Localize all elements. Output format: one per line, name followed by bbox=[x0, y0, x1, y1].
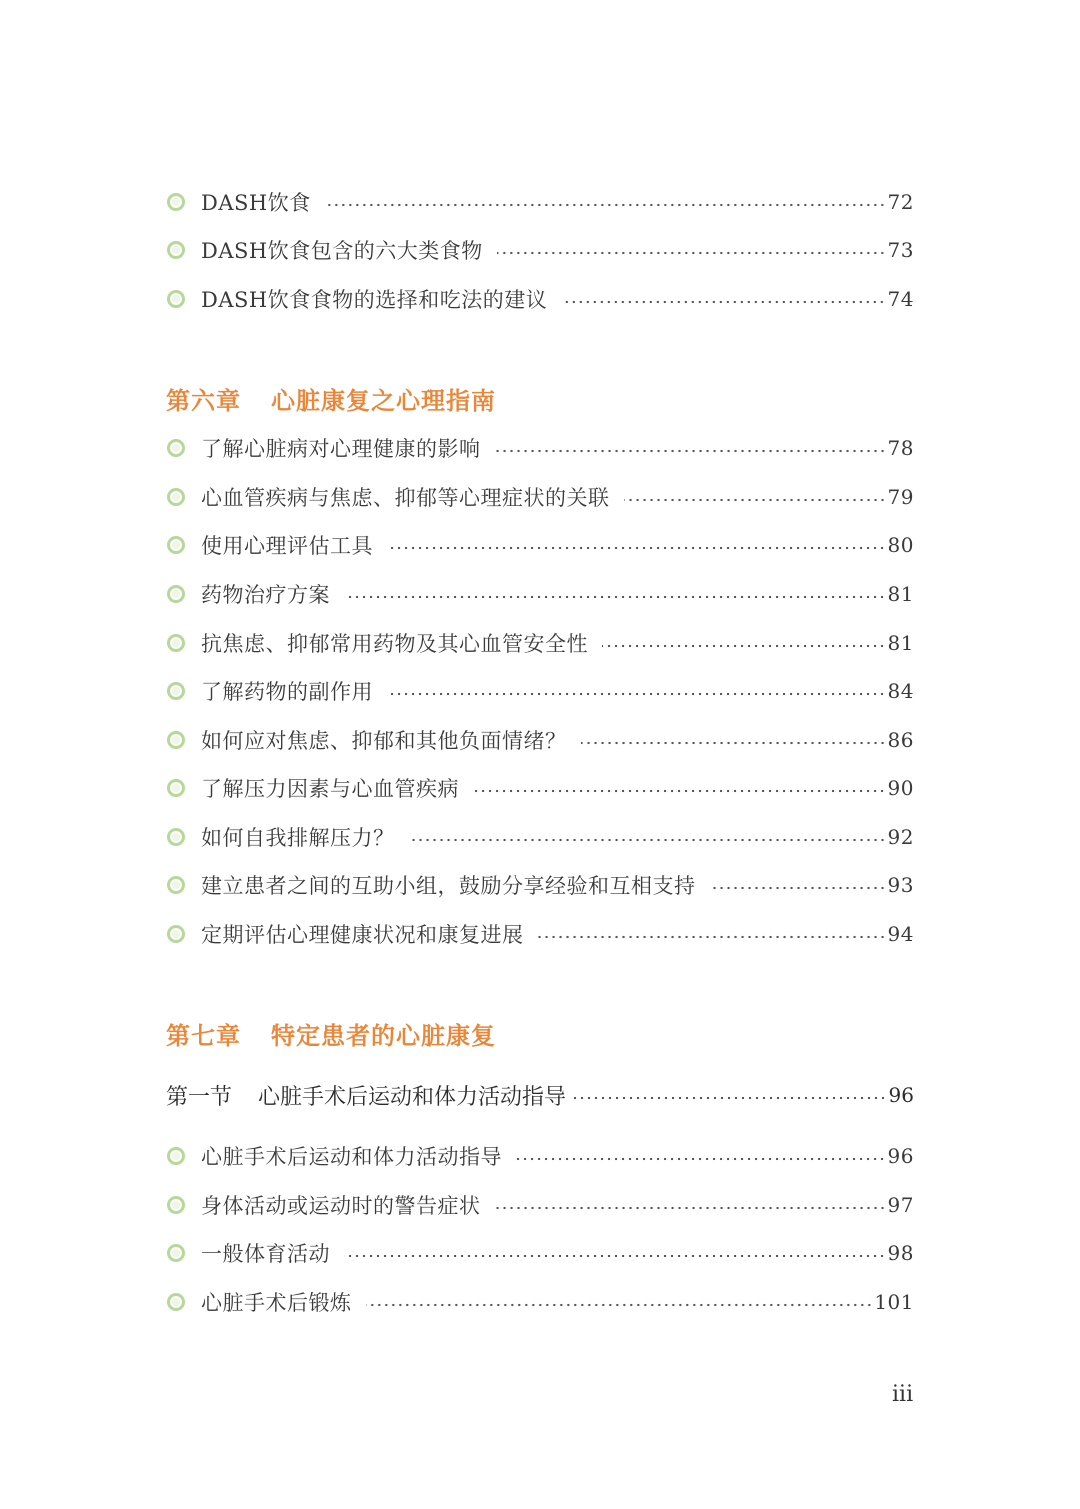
leader-dots bbox=[344, 595, 886, 599]
toc-entry[interactable] bbox=[166, 283, 914, 315]
toc-entry-page: 101 bbox=[874, 1290, 914, 1314]
toc-entry-page: 86 bbox=[887, 728, 914, 752]
toc-entry[interactable] bbox=[166, 772, 914, 804]
chapter-heading[interactable] bbox=[166, 1015, 496, 1051]
toc-entry-page: 73 bbox=[887, 238, 914, 262]
circle-bullet-icon bbox=[167, 634, 185, 652]
circle-bullet-icon bbox=[167, 731, 185, 749]
toc-entry-page: 92 bbox=[887, 825, 914, 849]
circle-bullet-icon bbox=[167, 439, 185, 457]
leader-dots bbox=[387, 692, 886, 696]
toc-entry-page: 93 bbox=[887, 873, 914, 897]
leader-dots bbox=[366, 1303, 873, 1307]
toc-entry-page: 94 bbox=[887, 922, 914, 946]
toc-entry[interactable] bbox=[166, 186, 914, 218]
chapter-title: 心脏康复之心理指南 bbox=[271, 385, 496, 415]
leader-dots bbox=[561, 300, 885, 304]
toc-entry[interactable] bbox=[166, 675, 914, 707]
section-page: 96 bbox=[888, 1083, 914, 1107]
toc-entry[interactable] bbox=[166, 627, 914, 659]
toc-entry-label: 如何应对焦虑、抑郁和其他负面情绪？ bbox=[201, 729, 567, 753]
toc-entry-page: 81 bbox=[887, 631, 914, 655]
toc-entry-label: 了解心脏病对心理健康的影响 bbox=[201, 437, 481, 461]
toc-entry-label: 心脏手术后运动和体力活动指导 bbox=[201, 1145, 502, 1169]
chapter-number: 第七章 bbox=[166, 1020, 241, 1050]
toc-entry-page: 90 bbox=[887, 776, 914, 800]
leader-dots bbox=[710, 886, 886, 890]
leader-dots bbox=[387, 546, 886, 550]
toc-entry-label: 定期评估心理健康状况和康复进展 bbox=[201, 923, 524, 947]
toc-entry-label: 心脏手术后锻炼 bbox=[201, 1291, 352, 1315]
chapter-title: 特定患者的心脏康复 bbox=[271, 1020, 496, 1050]
toc-entry-page: 79 bbox=[887, 485, 914, 509]
chapter-heading[interactable] bbox=[166, 380, 496, 416]
toc-entry-page: 81 bbox=[887, 582, 914, 606]
circle-bullet-icon bbox=[167, 241, 185, 259]
toc-entry-page: 96 bbox=[887, 1144, 914, 1168]
leader-dots bbox=[344, 1254, 886, 1258]
leader-dots bbox=[570, 1096, 887, 1100]
leader-dots bbox=[495, 1206, 886, 1210]
toc-entry-label: 抗焦虑、抑郁常用药物及其心血管安全性 bbox=[201, 632, 588, 656]
toc-entry[interactable] bbox=[166, 1189, 914, 1221]
circle-bullet-icon bbox=[167, 682, 185, 700]
toc-entry-label: 一般体育活动 bbox=[201, 1242, 330, 1266]
circle-bullet-icon bbox=[167, 828, 185, 846]
circle-bullet-icon bbox=[167, 876, 185, 894]
toc-entry-page: 78 bbox=[887, 436, 914, 460]
circle-bullet-icon bbox=[167, 290, 185, 308]
section-heading[interactable] bbox=[166, 1078, 914, 1112]
circle-bullet-icon bbox=[167, 1147, 185, 1165]
toc-entry[interactable] bbox=[166, 481, 914, 513]
toc-entry[interactable] bbox=[166, 234, 914, 266]
toc-entry-label: 了解压力因素与心血管疾病 bbox=[201, 777, 459, 801]
toc-entry-page: 97 bbox=[887, 1193, 914, 1217]
circle-bullet-icon bbox=[167, 1293, 185, 1311]
toc-entry[interactable] bbox=[166, 432, 914, 464]
toc-entry[interactable] bbox=[166, 1286, 914, 1318]
circle-bullet-icon bbox=[167, 585, 185, 603]
leader-dots bbox=[538, 935, 886, 939]
toc-entry-label: 心血管疾病与焦虑、抑郁等心理症状的关联 bbox=[201, 486, 610, 510]
leader-dots bbox=[473, 789, 886, 793]
leader-dots bbox=[497, 251, 886, 255]
toc-entry-label: 使用心理评估工具 bbox=[201, 534, 373, 558]
toc-entry[interactable] bbox=[166, 1140, 914, 1172]
toc-entry[interactable] bbox=[166, 529, 914, 561]
leader-dots bbox=[325, 203, 886, 207]
toc-entry[interactable] bbox=[166, 724, 914, 756]
toc-entry-label: 药物治疗方案 bbox=[201, 583, 330, 607]
circle-bullet-icon bbox=[167, 488, 185, 506]
toc-entry-page: 84 bbox=[887, 679, 914, 703]
circle-bullet-icon bbox=[167, 1196, 185, 1214]
circle-bullet-icon bbox=[167, 536, 185, 554]
leader-dots bbox=[495, 449, 886, 453]
page-folio: iii bbox=[892, 1382, 914, 1407]
toc-entry[interactable] bbox=[166, 1237, 914, 1269]
toc-entry[interactable] bbox=[166, 578, 914, 610]
section-title: 心脏手术后运动和体力活动指导 bbox=[258, 1084, 567, 1110]
leader-dots bbox=[409, 838, 886, 842]
toc-entry-label: DASH饮食包含的六大类食物 bbox=[201, 239, 483, 263]
toc-entry-label: DASH饮食 bbox=[201, 191, 311, 215]
toc-entry-page: 74 bbox=[887, 287, 914, 311]
leader-dots bbox=[624, 498, 886, 502]
toc-entry[interactable] bbox=[166, 869, 914, 901]
toc-entry[interactable] bbox=[166, 918, 914, 950]
leader-dots bbox=[581, 741, 886, 745]
toc-entry-label: 了解药物的副作用 bbox=[201, 680, 373, 704]
toc-entry-label: 身体活动或运动时的警告症状 bbox=[201, 1194, 481, 1218]
circle-bullet-icon bbox=[167, 1244, 185, 1262]
toc-entry-label: 如何自我排解压力？ bbox=[201, 826, 395, 850]
section-number: 第一节 bbox=[166, 1084, 233, 1110]
circle-bullet-icon bbox=[167, 193, 185, 211]
circle-bullet-icon bbox=[167, 925, 185, 943]
toc-entry[interactable] bbox=[166, 821, 914, 853]
leader-dots bbox=[516, 1157, 886, 1161]
chapter-number: 第六章 bbox=[166, 385, 241, 415]
toc-entry-label: DASH饮食食物的选择和吃法的建议 bbox=[201, 288, 548, 312]
toc-entry-label: 建立患者之间的互助小组，鼓励分享经验和互相支持 bbox=[201, 874, 696, 898]
circle-bullet-icon bbox=[167, 779, 185, 797]
toc-entry-page: 80 bbox=[887, 533, 914, 557]
toc-entry-page: 98 bbox=[887, 1241, 914, 1265]
leader-dots bbox=[602, 644, 886, 648]
toc-entry-page: 72 bbox=[887, 190, 914, 214]
